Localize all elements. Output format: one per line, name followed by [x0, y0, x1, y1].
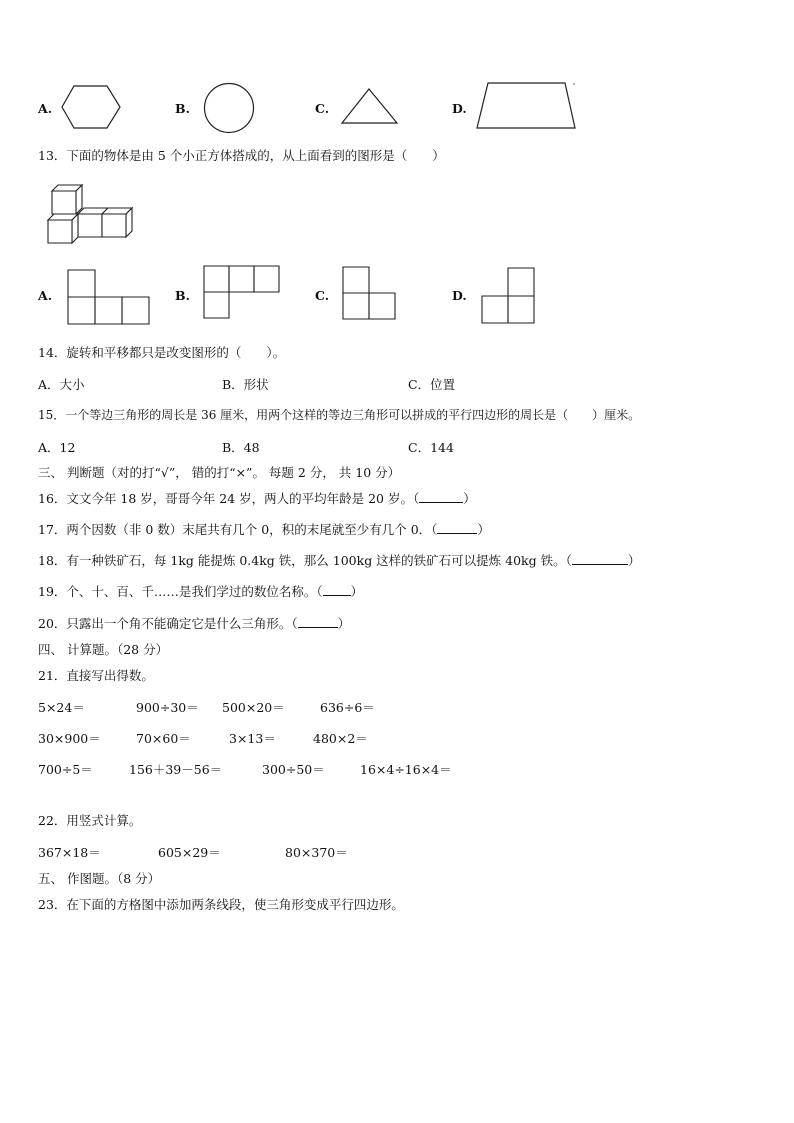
q19-close: ）	[350, 584, 364, 599]
q15-option-a[interactable]: A．12	[38, 440, 76, 455]
q15-option-c[interactable]: C．144	[408, 440, 454, 455]
q19-answer-blank[interactable]	[323, 584, 351, 596]
q20-row	[38, 614, 350, 632]
q21-item: 16×4÷16×4＝	[360, 762, 452, 777]
q18-text: 18．有一种铁矿石，每 1kg 能提炼 0.4kg 铁，那么 100kg 这样的铁矿石可以提炼 40kg 铁。（	[38, 553, 572, 568]
q20-text: 20．只露出一个角不能确定它是什么三角形。（	[38, 616, 298, 631]
q14-text: 14．旋转和平移都只是改变图形的（ ）。	[38, 345, 286, 360]
q22-item: 367×18＝	[38, 845, 101, 860]
q13-option-a-label[interactable]: A.	[38, 288, 53, 303]
q22-text: 22．用竖式计算。	[38, 813, 142, 828]
q18-answer-blank[interactable]	[572, 553, 628, 565]
q13-option-d-label[interactable]: D.	[452, 288, 467, 303]
q21-item: 900÷30＝	[136, 700, 199, 715]
cube-stack-figure	[44, 180, 136, 246]
q14-option-c[interactable]: C．位置	[408, 377, 456, 392]
q14-option-a[interactable]: A．大小	[38, 377, 85, 392]
q13-option-c-label[interactable]: C.	[315, 288, 330, 303]
q16-close: ）	[463, 491, 476, 506]
q21-item: 3×13＝	[229, 731, 276, 746]
q15-text: 15．一个等边三角形的周长是 36 厘米，用两个这样的等边三角形可以拼成的平行四边形的周长是（ ）厘米。	[38, 408, 641, 422]
section5-heading: 五、 作图题。（8 分）	[38, 871, 161, 886]
q18-close: ）	[627, 553, 641, 568]
q21-item: 156＋39－56＝	[129, 762, 223, 777]
q21-item: 700÷5＝	[38, 762, 93, 777]
q22-item: 605×29＝	[158, 845, 221, 860]
q21-item: 70×60＝	[136, 731, 191, 746]
hexagon-figure	[60, 84, 122, 130]
section4-heading: 四、 计算题。（28 分）	[38, 642, 169, 657]
q17-text: 17．两个因数（非 0 数）末尾共有几个 0，积的末尾就至少有几个 0．（	[38, 522, 438, 537]
q18-row	[38, 551, 640, 569]
q12-option-c-label[interactable]: C.	[315, 101, 330, 116]
q21-item: 5×24＝	[38, 700, 85, 715]
trapezoid-figure	[475, 80, 579, 132]
q23-text: 23．在下面的方格图中添加两条线段，使三角形变成平行四边形。	[38, 897, 404, 912]
q21-item: 636÷6＝	[320, 700, 375, 715]
q20-close: ）	[337, 616, 351, 631]
q12-option-d-label[interactable]: D.	[452, 101, 467, 116]
q13-option-b-label[interactable]: B.	[175, 288, 190, 303]
q17-close: ）	[477, 522, 490, 537]
q20-answer-blank[interactable]	[298, 616, 338, 628]
q13-grid-d-figure	[482, 268, 538, 326]
q13-grid-b-figure	[204, 266, 282, 322]
section3-heading: 三、 判断题（对的打“√”， 错的打“×”。 每题 2 分， 共 10 分）	[38, 465, 401, 480]
q15-option-b[interactable]: B．48	[222, 440, 260, 455]
q13-grid-c-figure	[343, 267, 399, 323]
q16-text: 16．文文今年 18 岁，哥哥今年 24 岁，两人的平均年龄是 20 岁。（	[38, 491, 420, 506]
q13-grid-a-figure	[68, 270, 152, 326]
q12-option-a-label[interactable]: A.	[38, 101, 53, 116]
q21-text: 21．直接写出得数。	[38, 668, 154, 683]
q17-answer-blank[interactable]	[437, 522, 477, 534]
q22-item: 80×370＝	[285, 845, 348, 860]
q14-option-b[interactable]: B．形状	[222, 377, 269, 392]
q21-item: 30×900＝	[38, 731, 101, 746]
q17-row	[38, 520, 490, 538]
q19-text: 19．个、十、百、千……是我们学过的数位名称。（	[38, 584, 323, 599]
q16-row	[38, 489, 476, 507]
q21-item: 300÷50＝	[262, 762, 325, 777]
q16-answer-blank[interactable]	[419, 491, 463, 503]
q21-item: 480×2＝	[313, 731, 368, 746]
q13-text: 13．下面的物体是由 5 个小正方体搭成的，从上面看到的图形是（ ）	[38, 148, 445, 163]
q12-option-b-label[interactable]: B.	[175, 101, 190, 116]
q19-row	[38, 582, 363, 600]
circle-figure	[203, 82, 255, 134]
triangle-figure	[340, 87, 400, 125]
q21-item: 500×20＝	[222, 700, 285, 715]
